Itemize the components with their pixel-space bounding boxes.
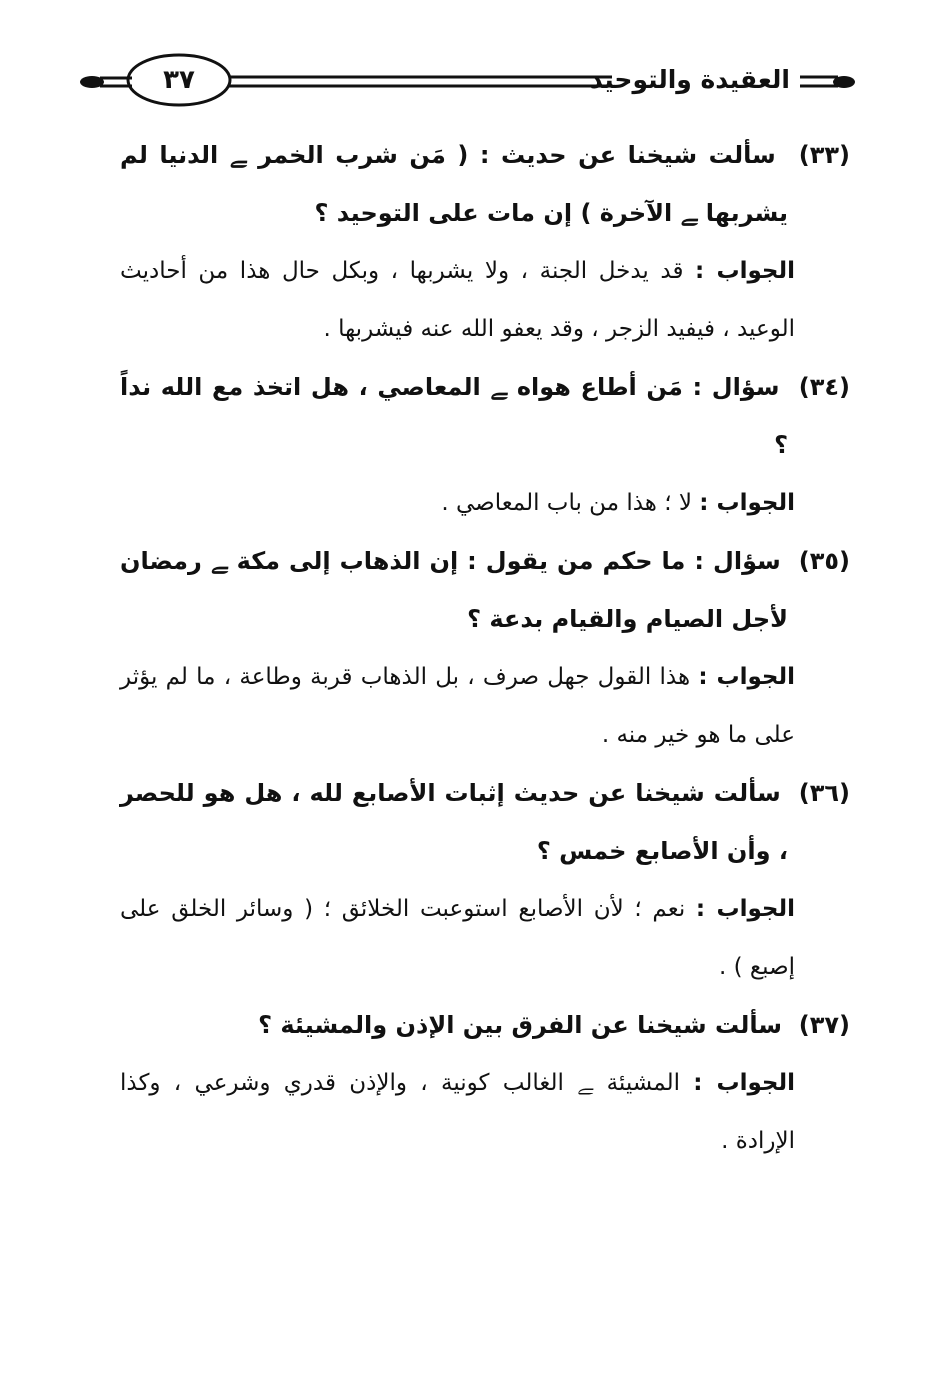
question-text: سؤال : مَن أطاع هواه ﮯ المعاصي ، هل اتخذ مع الله نداً ؟: [120, 373, 788, 459]
answer: [120, 474, 850, 532]
qa-entry-37: [120, 996, 850, 1170]
question: [120, 126, 850, 242]
answer-label: الجواب :: [693, 1070, 795, 1096]
page-header: [0, 0, 950, 130]
qa-entry-33: [120, 126, 850, 358]
right-end-dot: [833, 76, 855, 88]
question: [120, 358, 850, 474]
answer-label: الجواب :: [695, 896, 796, 922]
answer-label: الجواب :: [698, 664, 795, 690]
answer: [120, 1054, 850, 1170]
question-text: سألت شيخنا عن حديث إثبات الأصابع لله ، هل هو للحصر ، وأن الأصابع خمس ؟: [120, 779, 788, 865]
answer-text: المشيئة ﮯ الغالب كونية ، والإذن قدري وشرعي ، وكذا الإرادة .: [120, 1070, 795, 1154]
qa-entry-34: [120, 358, 850, 532]
question: [120, 532, 850, 648]
answer-text: هذا القول جهل صرف ، بل الذهاب قربة وطاعة ، ما لم يؤثر على ما هو خير منه .: [120, 664, 795, 748]
answer-label: الجواب :: [699, 490, 795, 516]
question: [120, 764, 850, 880]
book-title: العقيدة والتوحيد: [589, 65, 790, 94]
question-text: سألت شيخنا عن الفرق بين الإذن والمشيئة ؟: [258, 1011, 783, 1039]
answer: [120, 648, 850, 764]
question-text: سؤال : ما حكم من يقول : إن الذهاب إلى مكة ﮯ رمضان لأجل الصيام والقيام بدعة ؟: [120, 547, 788, 633]
answer: [120, 242, 850, 358]
answer: [120, 880, 850, 996]
question: [120, 996, 850, 1054]
page-body: [120, 126, 850, 1170]
question-number: (٣٤): [798, 373, 850, 401]
question-number: (٣٥): [798, 547, 850, 575]
question-number: (٣٧): [798, 1011, 850, 1039]
question-number: (٣٦): [798, 779, 850, 807]
qa-entry-35: [120, 532, 850, 764]
question-text: سألت شيخنا عن حديث : ( مَن شرب الخمر ﮯ الدنيا لم يشربها ﮯ الآخرة ) إن مات على التوحيد ؟: [120, 141, 788, 227]
page-number: ٣٧: [163, 65, 195, 95]
question-number: (٣٣): [798, 141, 850, 169]
qa-entry-36: [120, 764, 850, 996]
answer-text: قد يدخل الجنة ، ولا يشربها ، وبكل حال هذا من أحاديث الوعيد ، فيفيد الزجر ، وقد يعفو الله عنه فيشربها .: [120, 258, 795, 342]
answer-label: الجواب :: [695, 258, 796, 284]
answer-text: لا ؛ هذا من باب المعاصي .: [441, 490, 692, 516]
answer-text: نعم ؛ لأن الأصابع استوعبت الخلائق ؛ ( وسائر الخلق على إصبع ) .: [120, 896, 795, 980]
